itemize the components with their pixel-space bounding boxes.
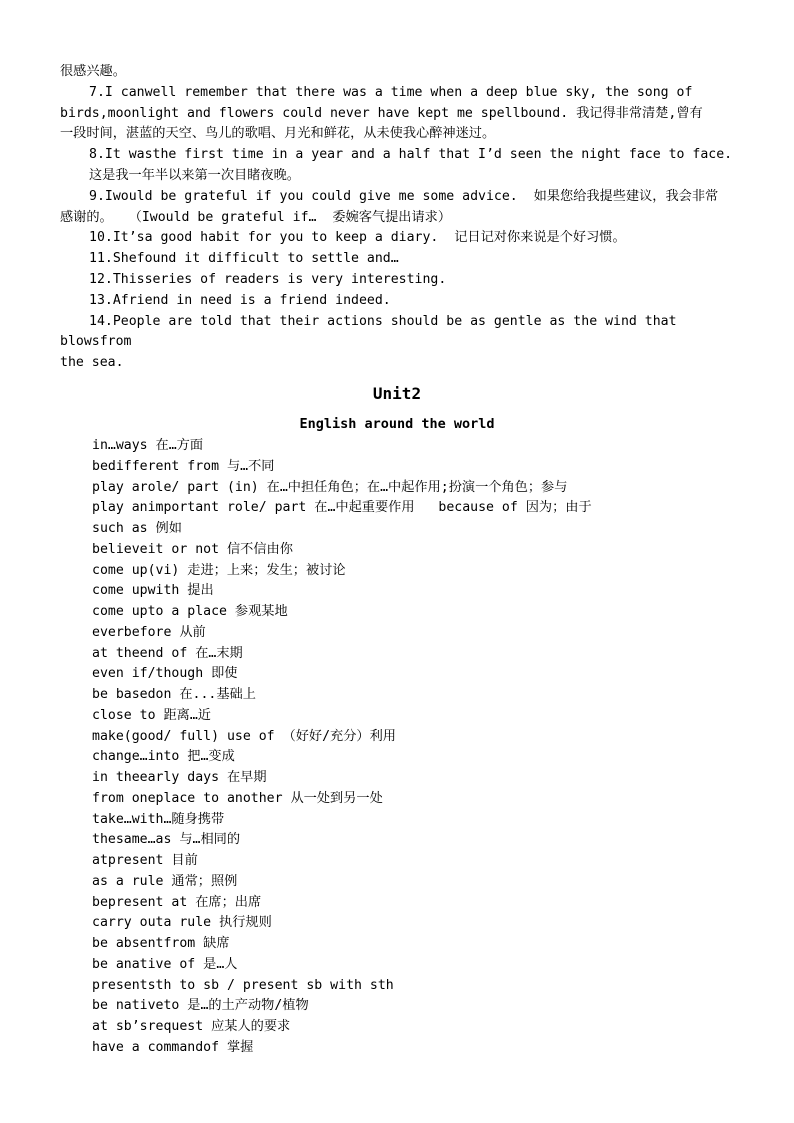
sentence-line: 这是我一年半以来第一次目睹夜晚。 — [89, 167, 300, 183]
phrase-item: as a rule 通常；照例 — [92, 873, 238, 889]
phrase-item: in…ways 在…方面 — [92, 438, 204, 453]
phrase-item: come upwith 提出 — [92, 583, 214, 599]
phrase-item: everbefore 从前 — [92, 624, 206, 640]
sentence-line: 9.Iwould be grateful if you could give me some advice. 如果您给我提些建议，我会非常 — [89, 188, 719, 204]
phrase-item: such as 例如 — [92, 521, 182, 536]
phrase-item: come up(vi) 走进；上来；发生；被讨论 — [92, 562, 346, 578]
phrase-item: be anative of 是…人 — [92, 956, 238, 972]
phrase-item: in theearly days 在早期 — [92, 770, 267, 785]
sentence-line: 一段时间，湛蓝的天空、鸟儿的歌唱、月光和鲜花，从未使我心醉神迷过。 — [60, 126, 496, 142]
phrase-item: presentsth to sb / present sb with sth — [92, 977, 394, 993]
phrase-item: carry outa rule 执行规则 — [92, 915, 272, 931]
sentence-line: the sea. — [60, 355, 124, 371]
sentence-line: 12.Thisseries of readers is very interesting. — [89, 271, 447, 287]
phrase-item: be absentfrom 缺席 — [92, 936, 230, 951]
phrase-item: play arole/ part (in) 在…中担任角色；在…中起作用;扮演一个角色；参与 — [92, 479, 568, 495]
sentence-line: 7.I canwell remember that there was a time when a deep blue sky, the song of — [89, 84, 693, 100]
phrase-item: be nativeto 是…的土产动物/植物 — [92, 998, 309, 1014]
sentence-line: 11.Shefound it difficult to settle and… — [89, 251, 399, 267]
phrase-item: have a commandof 掌握 — [92, 1039, 254, 1055]
phrase-item: at sb’srequest 应某人的要求 — [92, 1019, 291, 1034]
unit-subtitle: English around the world — [299, 416, 495, 432]
unit-title: Unit2 — [372, 384, 422, 403]
sentence-line: birds,moonlight and flowers could never have kept me spellbound. 我记得非常清楚,曾有 — [60, 105, 703, 121]
sentence-list — [60, 62, 735, 374]
phrase-item: even if/though 即使 — [92, 666, 238, 682]
phrase-item: play animportant role/ part 在…中起重要作用 because of 因为；由于 — [92, 500, 592, 516]
phrase-item: bedifferent from 与…不同 — [92, 458, 275, 474]
phrase-item: make(good/ full) use of （好好/充分）利用 — [92, 728, 396, 744]
phrase-item: from oneplace to another 从一处到另一处 — [92, 790, 383, 806]
phrase-item: bepresent at 在席；出席 — [92, 894, 262, 910]
sentence-line: 8.It wasthe first time in a year and a half that I’d seen the night face to face. — [89, 147, 733, 163]
phrase-item: believeit or not 信不信由你 — [92, 541, 293, 557]
phrase-item: atpresent 目前 — [92, 853, 198, 868]
phrase-item: change…into 把…变成 — [92, 749, 235, 765]
phrase-item: close to 距离…近 — [92, 707, 211, 723]
phrase-item: at theend of 在…末期 — [92, 645, 243, 661]
phrase-item: thesame…as 与…相同的 — [92, 832, 241, 848]
phrase-list — [92, 436, 732, 1059]
sentence-line: 感谢的。 （Iwould be grateful if… 委婉客气提出请求） — [60, 209, 452, 225]
sentence-line: 很感兴趣。 — [60, 64, 126, 79]
phrase-item: come upto a place 参观某地 — [92, 604, 288, 619]
sentence-line: 13.Afriend in need is a friend indeed. — [89, 292, 391, 308]
phrase-item: take…with…随身携带 — [92, 811, 225, 827]
sentence-line: 14.People are told that their actions should be as gentle as the wind that blowsfrom — [60, 313, 685, 350]
sentence-line: 10.It’sa good habit for you to keep a diary. 记日记对你来说是个好习惯。 — [89, 230, 626, 246]
phrase-item: be basedon 在...基础上 — [92, 687, 256, 702]
